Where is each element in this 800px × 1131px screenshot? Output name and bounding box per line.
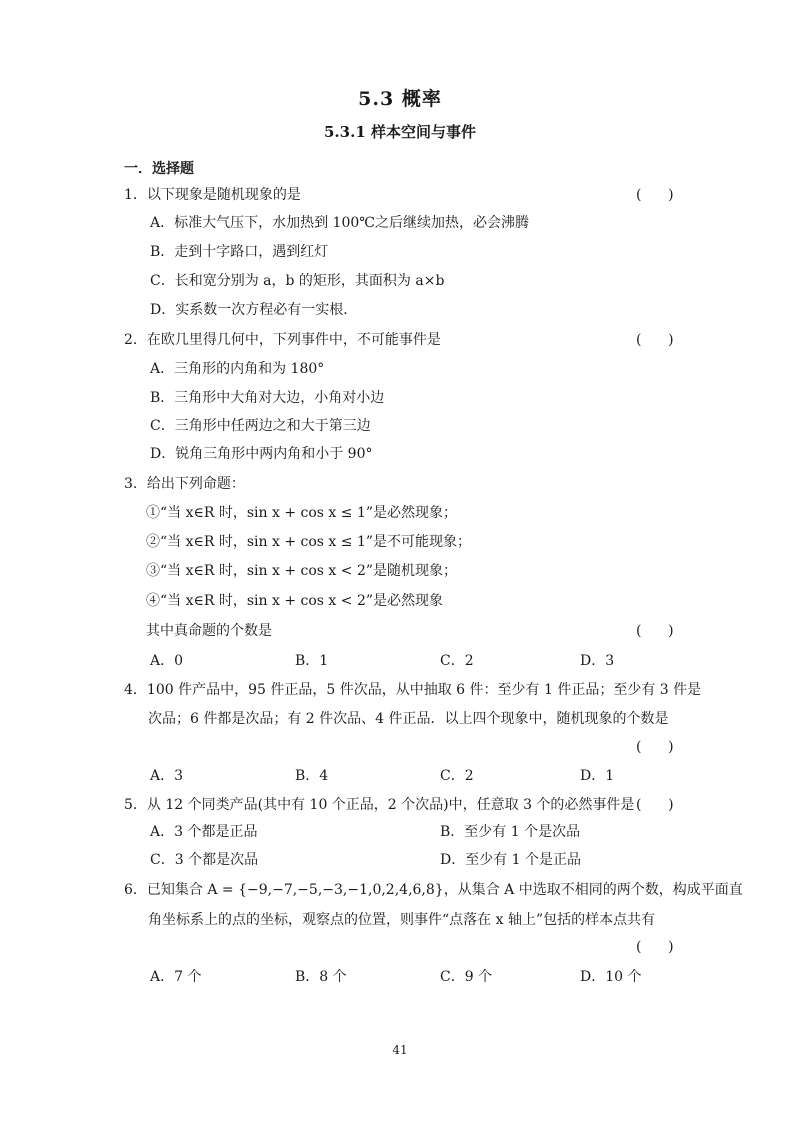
question-3-statement-2: ②“当 x∈R 时，sin x + cos x ≤ 1”是不可能现象； [146, 534, 472, 550]
question-6-stem-line-2: 角坐标系上的点的坐标，观察点的位置，则事件“点落在 x 轴上”包括的样本点共有 [148, 912, 656, 928]
question-1-option-c: C．长和宽分别为 a，b 的矩形，其面积为 a×b [150, 273, 445, 289]
question-4-option-a: A．3 [150, 768, 184, 784]
question-3-option-a: A．0 [150, 653, 184, 669]
question-2-option-b: B．三角形中大角对大边，小角对小边 [150, 390, 385, 406]
question-2-stem: 2．在欧几里得几何中，下列事件中，不可能事件是 [124, 332, 441, 348]
question-1-option-d: D．实系数一次方程必有一实根． [150, 302, 358, 318]
question-4-option-d: D．1 [580, 768, 615, 784]
question-6-option-d: D．10 个 [580, 969, 642, 985]
question-1-stem: 1．以下现象是随机现象的是 [124, 187, 301, 203]
question-3-statement-4: ④“当 x∈R 时，sin x + cos x < 2”是必然现象 [146, 593, 444, 609]
page-number: 41 [392, 1043, 408, 1057]
question-3-stem: 3．给出下列命题： [124, 476, 245, 492]
question-6-option-a: A．7 个 [150, 969, 202, 985]
question-3-statement-1: ①“当 x∈R 时，sin x + cos x ≤ 1”是必然现象； [146, 505, 458, 521]
question-3-answer-bracket: ( ) [636, 623, 674, 639]
question-3-statement-3: ③“当 x∈R 时，sin x + cos x < 2”是随机现象； [146, 563, 458, 579]
question-1-answer-bracket: ( ) [636, 187, 674, 203]
part-heading: 一．选择题 [124, 161, 194, 177]
question-2-option-c: C．三角形中任两边之和大于第三边 [150, 418, 371, 434]
question-6-answer-bracket: ( ) [636, 939, 674, 955]
question-4-option-b: B．4 [295, 768, 329, 784]
question-3-prompt: 其中真命题的个数是 [146, 623, 272, 639]
question-5-option-b: B．至少有 1 个是次品 [440, 824, 581, 840]
question-6-option-c: C．9 个 [440, 969, 493, 985]
question-4-stem-line-1: 4．100 件产品中，95 件正品，5 件次品，从中抽取 6 件：至少有 1 件正品；至少有 3 件是 [124, 682, 702, 698]
question-4-stem-line-2: 次品；6 件都是次品；有 2 件次品、4 件正品．以上四个现象中，随机现象的个数是 [148, 711, 669, 727]
question-2-answer-bracket: ( ) [636, 332, 674, 348]
chapter-title: 5.3 概率 [358, 88, 442, 110]
question-5-option-c: C．3 个都是次品 [150, 852, 259, 868]
question-3-option-b: B．1 [295, 653, 329, 669]
question-4-answer-bracket: ( ) [636, 739, 674, 755]
question-1-option-b: B．走到十字路口，遇到红灯 [150, 244, 329, 260]
question-3-option-c: C．2 [440, 653, 474, 669]
question-2-option-d: D．锐角三角形中两内角和小于 90° [150, 446, 373, 462]
question-3-option-d: D．3 [580, 653, 615, 669]
question-5-stem: 5．从 12 个同类产品(其中有 10 个正品，2 个次品)中，任意取 3 个的必然事件是 [124, 797, 635, 813]
section-title: 5.3.1 样本空间与事件 [324, 123, 476, 141]
question-6-stem-line-1: 6．已知集合 A = {−9,−7,−5,−3,−1,0,2,4,6,8}，从集合 A 中选取不相同的两个数，构成平面直 [124, 882, 743, 898]
question-2-option-a: A．三角形的内角和为 180° [150, 361, 325, 377]
question-1-option-a: A．标准大气压下，水加热到 100℃之后继续加热，必会沸腾 [150, 215, 529, 231]
question-4-option-c: C．2 [440, 768, 474, 784]
question-6-option-b: B．8 个 [295, 969, 347, 985]
question-5-option-a: A．3 个都是正品 [150, 824, 258, 840]
question-5-answer-bracket: ( ) [636, 797, 674, 813]
question-5-option-d: D．至少有 1 个是正品 [440, 852, 582, 868]
